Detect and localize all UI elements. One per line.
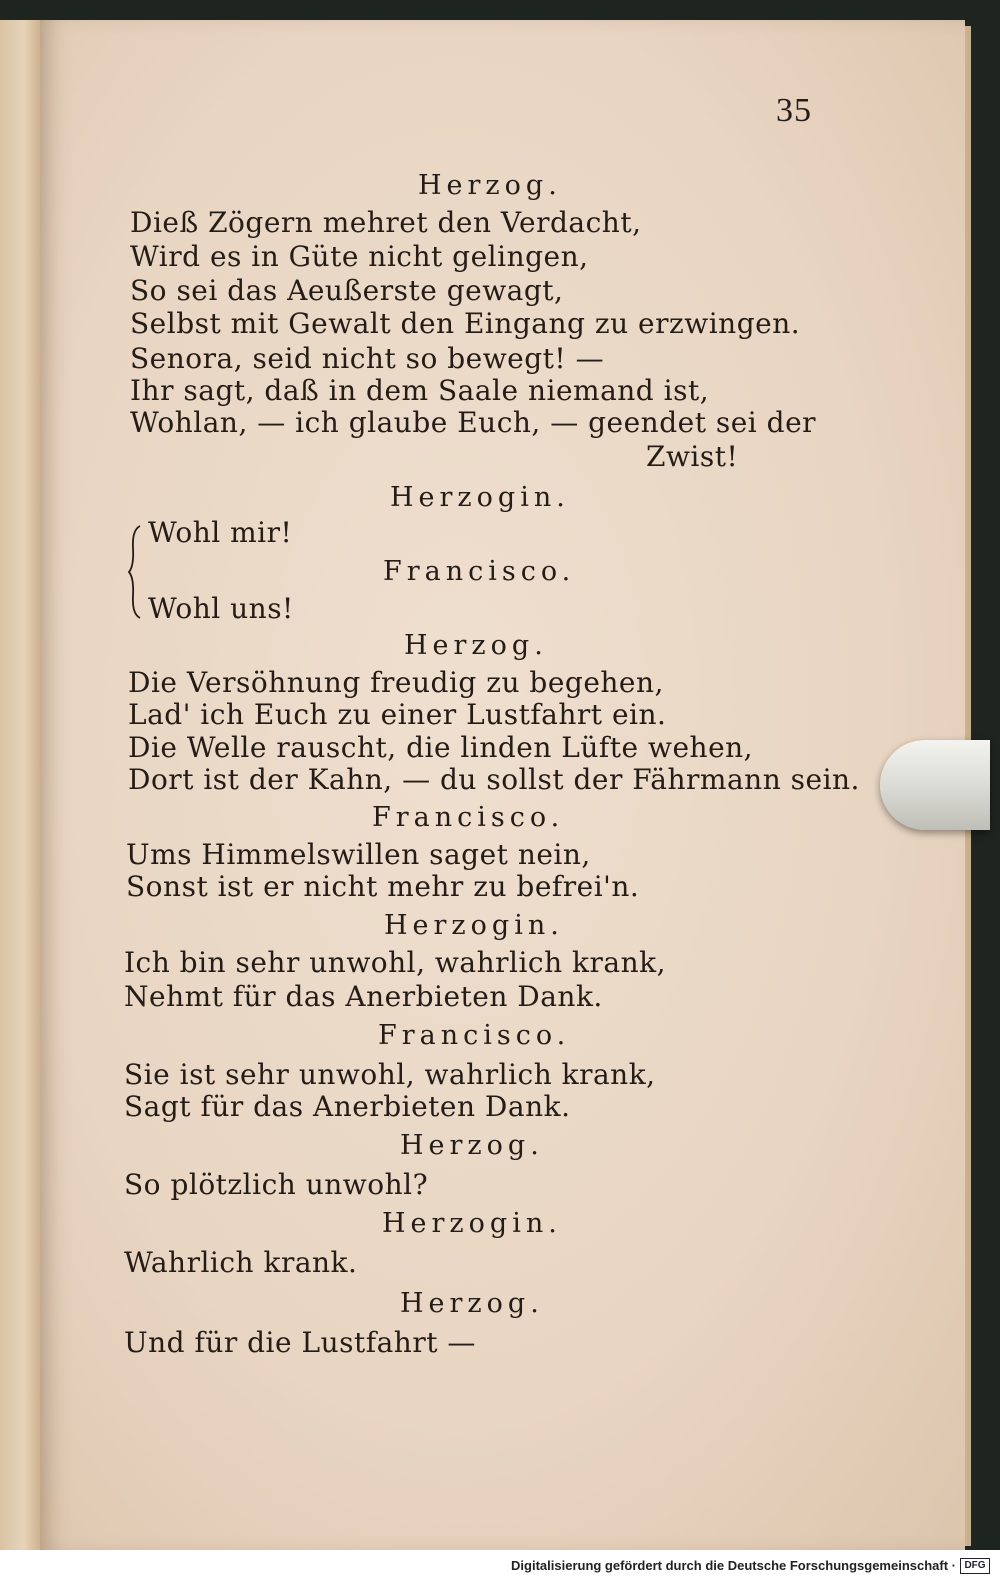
verse-line: Ich bin sehr unwohl, wahrlich krank, [124,946,666,979]
verse-line: Dieß Zögern mehret den Verdacht, [130,206,642,239]
speaker-heading: Francisco. [383,556,576,587]
left-page-edge [0,20,41,1550]
brace-icon [128,524,142,620]
speaker-heading: Herzogin. [382,1208,562,1239]
footer-bar [0,1550,1000,1590]
dfg-logo-icon: DFG [960,1558,990,1574]
verse-line: Sie ist sehr unwohl, wahrlich krank, [124,1058,656,1091]
verse-line: Senora, seid nicht so bewegt! — [130,342,605,375]
verse-line: Wohl mir! [148,516,293,549]
funding-credit: Digitalisierung gefördert durch die Deutsche Forschungsgemeinschaft · [511,1558,956,1573]
book-clip [880,740,990,830]
verse-line-runover: Zwist! [646,440,739,473]
verse-line: Dort ist der Kahn, — du sollst der Fährmann sein. [128,763,860,796]
verse-line: Die Versöhnung freudig zu begehen, [128,666,664,699]
speaker-heading: Herzog. [418,170,562,201]
page-number: 35 [776,92,812,129]
verse-line: So sei das Aeußerste gewagt, [130,274,564,307]
verse-line: Sonst ist er nicht mehr zu befrei'n. [126,870,640,903]
verse-line: Ums Himmelswillen saget nein, [126,838,591,871]
verse-line: Sagt für das Anerbieten Dank. [124,1090,571,1123]
speaker-heading: Herzog. [404,630,548,661]
verse-line: Nehmt für das Anerbieten Dank. [124,980,603,1013]
speaker-heading: Francisco. [372,802,565,833]
verse-line: Wohl uns! [148,592,294,625]
verse-line: Ihr sagt, daß in dem Saale niemand ist, [130,374,710,407]
verse-line: Und für die Lustfahrt — [124,1326,476,1359]
verse-line: So plötzlich unwohl? [124,1168,429,1201]
speaker-heading: Herzogin. [384,910,564,941]
verse-line: Wohlan, — ich glaube Euch, — geendet sei der [130,406,817,439]
speaker-heading: Herzog. [400,1130,544,1161]
verse-line: Lad' ich Euch zu einer Lustfahrt ein. [128,698,667,731]
speaker-heading: Francisco. [378,1020,571,1051]
speaker-heading: Herzog. [400,1288,544,1319]
verse-line: Wird es in Güte nicht gelingen, [130,240,589,273]
verse-line: Selbst mit Gewalt den Eingang zu erzwingen. [130,307,801,340]
verse-line: Wahrlich krank. [124,1246,358,1279]
verse-line: Die Welle rauscht, die linden Lüfte wehen, [128,731,754,764]
speaker-heading: Herzogin. [390,482,570,513]
